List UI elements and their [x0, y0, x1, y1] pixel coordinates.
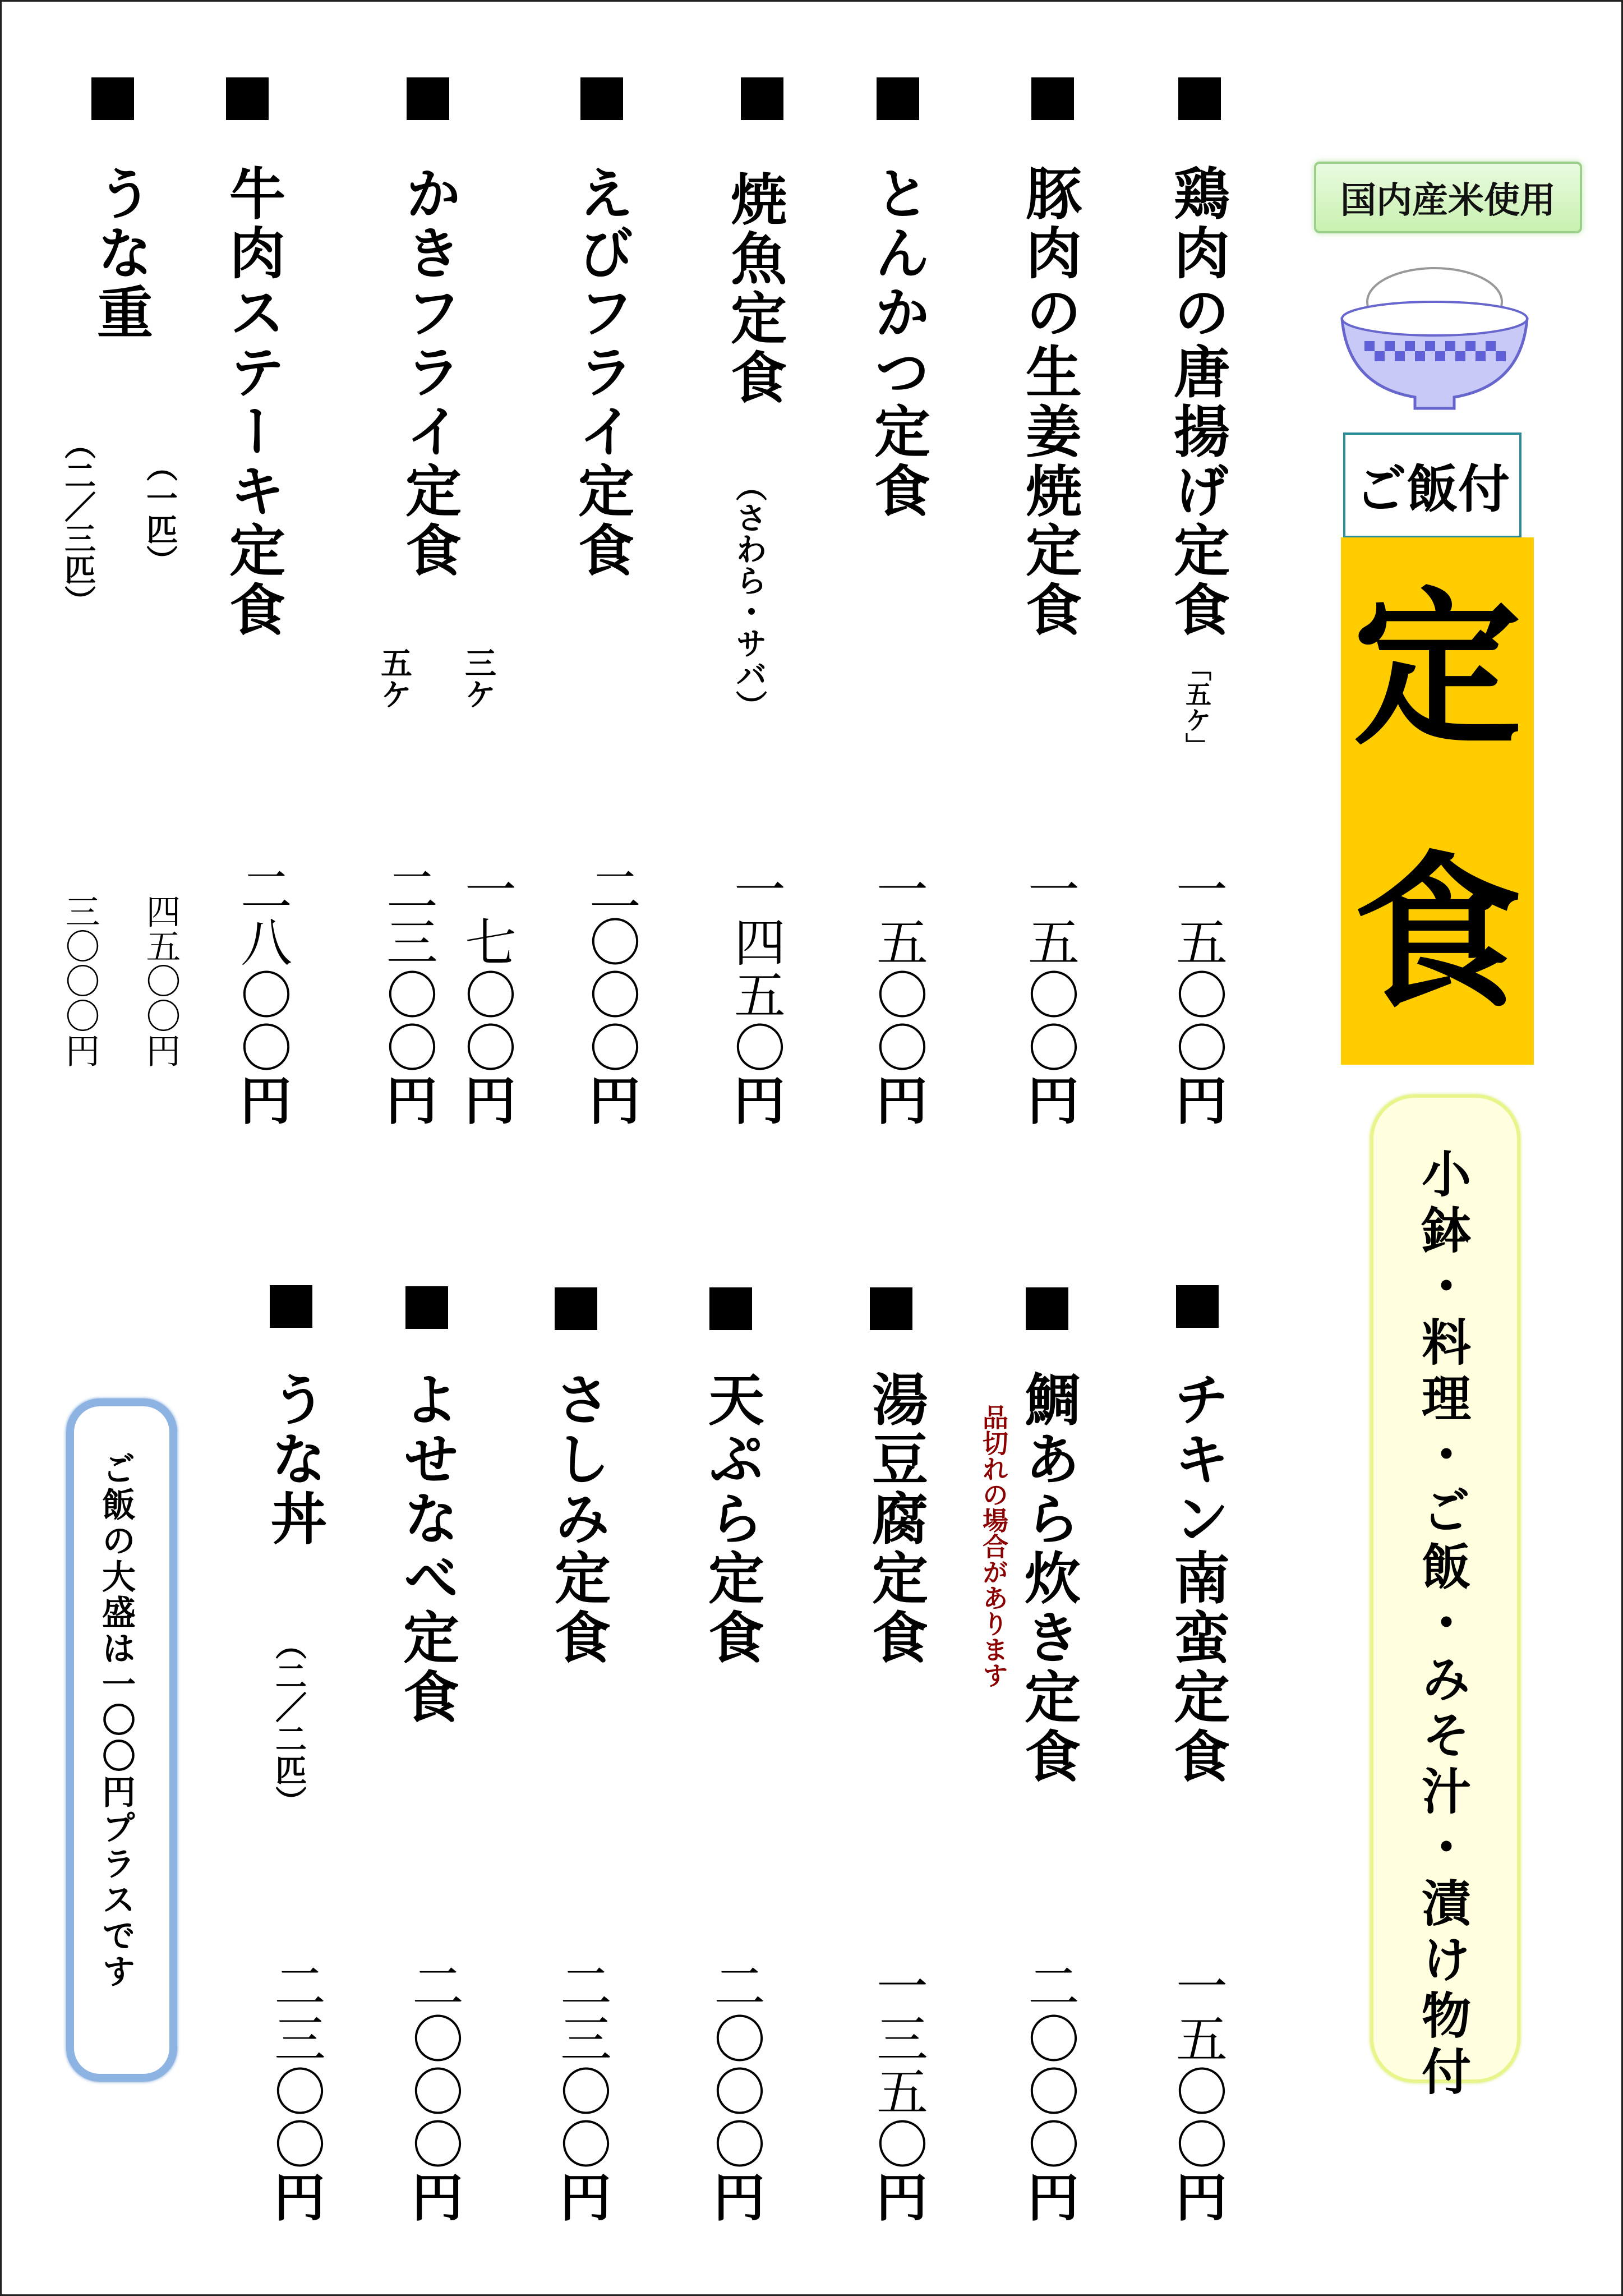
- menu-item-name: 鶏肉の唐揚げ定食: [1164, 164, 1230, 640]
- large-rice-note: ご飯の大盛は一〇〇円プラスです: [96, 1451, 136, 1990]
- menu-item-note: （さわら・サバ）: [731, 470, 768, 721]
- menu-item-name: さしみ定食: [545, 1370, 611, 1668]
- menu-item-name: 豚肉の生姜焼定食: [1016, 164, 1082, 640]
- black-square-icon: [405, 1286, 448, 1329]
- menu-item-price: 二三〇〇円: [377, 863, 438, 1126]
- rice-bowl-icon: [1325, 257, 1544, 420]
- menu-item-price: 二〇〇〇円: [705, 1959, 766, 2223]
- includes-banner: [1370, 1094, 1520, 2102]
- black-square-icon: [91, 77, 134, 120]
- title-char-1: 定: [1353, 570, 1521, 768]
- variant-count: （一匹）: [141, 450, 178, 576]
- menu-item-price: 一七〇〇円: [456, 863, 517, 1126]
- menu-item-price: 二三〇〇円: [551, 1959, 612, 2223]
- menu-item-price: 四五〇〇円: [140, 894, 181, 1068]
- menu-item-price: 一五〇〇円: [1167, 1959, 1228, 2223]
- black-square-icon: [270, 1285, 312, 1328]
- menu-item-name: 天ぷら定食: [699, 1370, 765, 1668]
- black-square-icon: [870, 1287, 912, 1330]
- menu-item-name: 牛肉ステーキ定食: [220, 164, 286, 640]
- black-square-icon: [1026, 1287, 1068, 1330]
- menu-item-note: （二／二匹）: [270, 1628, 307, 1817]
- menu-item-name: うな重: [87, 164, 154, 343]
- menu-item-note: 「五ケ」: [1182, 655, 1212, 758]
- title-char-2: 食: [1353, 834, 1521, 1032]
- menu-item-name: とんかつ定食: [865, 164, 931, 521]
- menu-item-name: 鯛あら炊き定食: [1015, 1370, 1081, 1787]
- black-square-icon: [741, 77, 783, 120]
- variant-count: 五ケ: [376, 647, 413, 710]
- black-square-icon: [1178, 77, 1221, 120]
- black-square-icon: [877, 77, 919, 120]
- menu-item-price: 一四五〇円: [725, 863, 786, 1126]
- menu-item-price: 一五〇〇円: [868, 863, 928, 1126]
- menu-item-price: 三〇〇〇円: [59, 894, 100, 1068]
- menu-item-price: 二八〇〇円: [232, 863, 292, 1126]
- page-title: [1341, 537, 1534, 1065]
- menu-item-price: 一五〇〇円: [1167, 863, 1228, 1126]
- menu-item-price: 一三五〇円: [868, 1959, 928, 2223]
- black-square-icon: [226, 77, 269, 120]
- menu-item-name: 焼魚定食: [721, 170, 787, 408]
- black-square-icon: [1031, 77, 1074, 120]
- domestic-rice-badge: 国内産米使用: [1314, 162, 1582, 233]
- includes-text: 小鉢・料理・ご飯・みそ汁・漬け物付: [1414, 1148, 1472, 2102]
- black-square-icon: [1176, 1285, 1219, 1328]
- menu-item-name: よせなべ定食: [394, 1370, 460, 1727]
- rice-included-label: ご飯付: [1343, 432, 1521, 538]
- menu-item-name: チキン南蛮定食: [1164, 1370, 1230, 1787]
- menu-item-price: 二〇〇〇円: [403, 1959, 464, 2223]
- menu-item-price: 二三〇〇円: [265, 1959, 326, 2223]
- menu-item-name: 湯豆腐定食: [863, 1370, 929, 1668]
- menu-item-price: 二〇〇〇円: [580, 863, 641, 1126]
- menu-item-name: うな丼: [261, 1370, 328, 1549]
- menu-item-name: えびフライ定食: [569, 164, 635, 581]
- black-square-icon: [407, 77, 449, 120]
- large-rice-note-box: [66, 1398, 177, 2082]
- black-square-icon: [555, 1287, 597, 1330]
- menu-item-price: 二〇〇〇円: [1019, 1959, 1080, 2223]
- menu-item-name: かきフライ定食: [396, 164, 462, 581]
- black-square-icon: [709, 1287, 752, 1330]
- variant-count: 三ケ: [460, 647, 497, 710]
- variant-count: （二／三匹）: [59, 428, 96, 616]
- black-square-icon: [580, 77, 623, 120]
- sold-out-note: 品切れの場合があります: [979, 1404, 1009, 1688]
- menu-item-price: 一五〇〇円: [1019, 863, 1080, 1126]
